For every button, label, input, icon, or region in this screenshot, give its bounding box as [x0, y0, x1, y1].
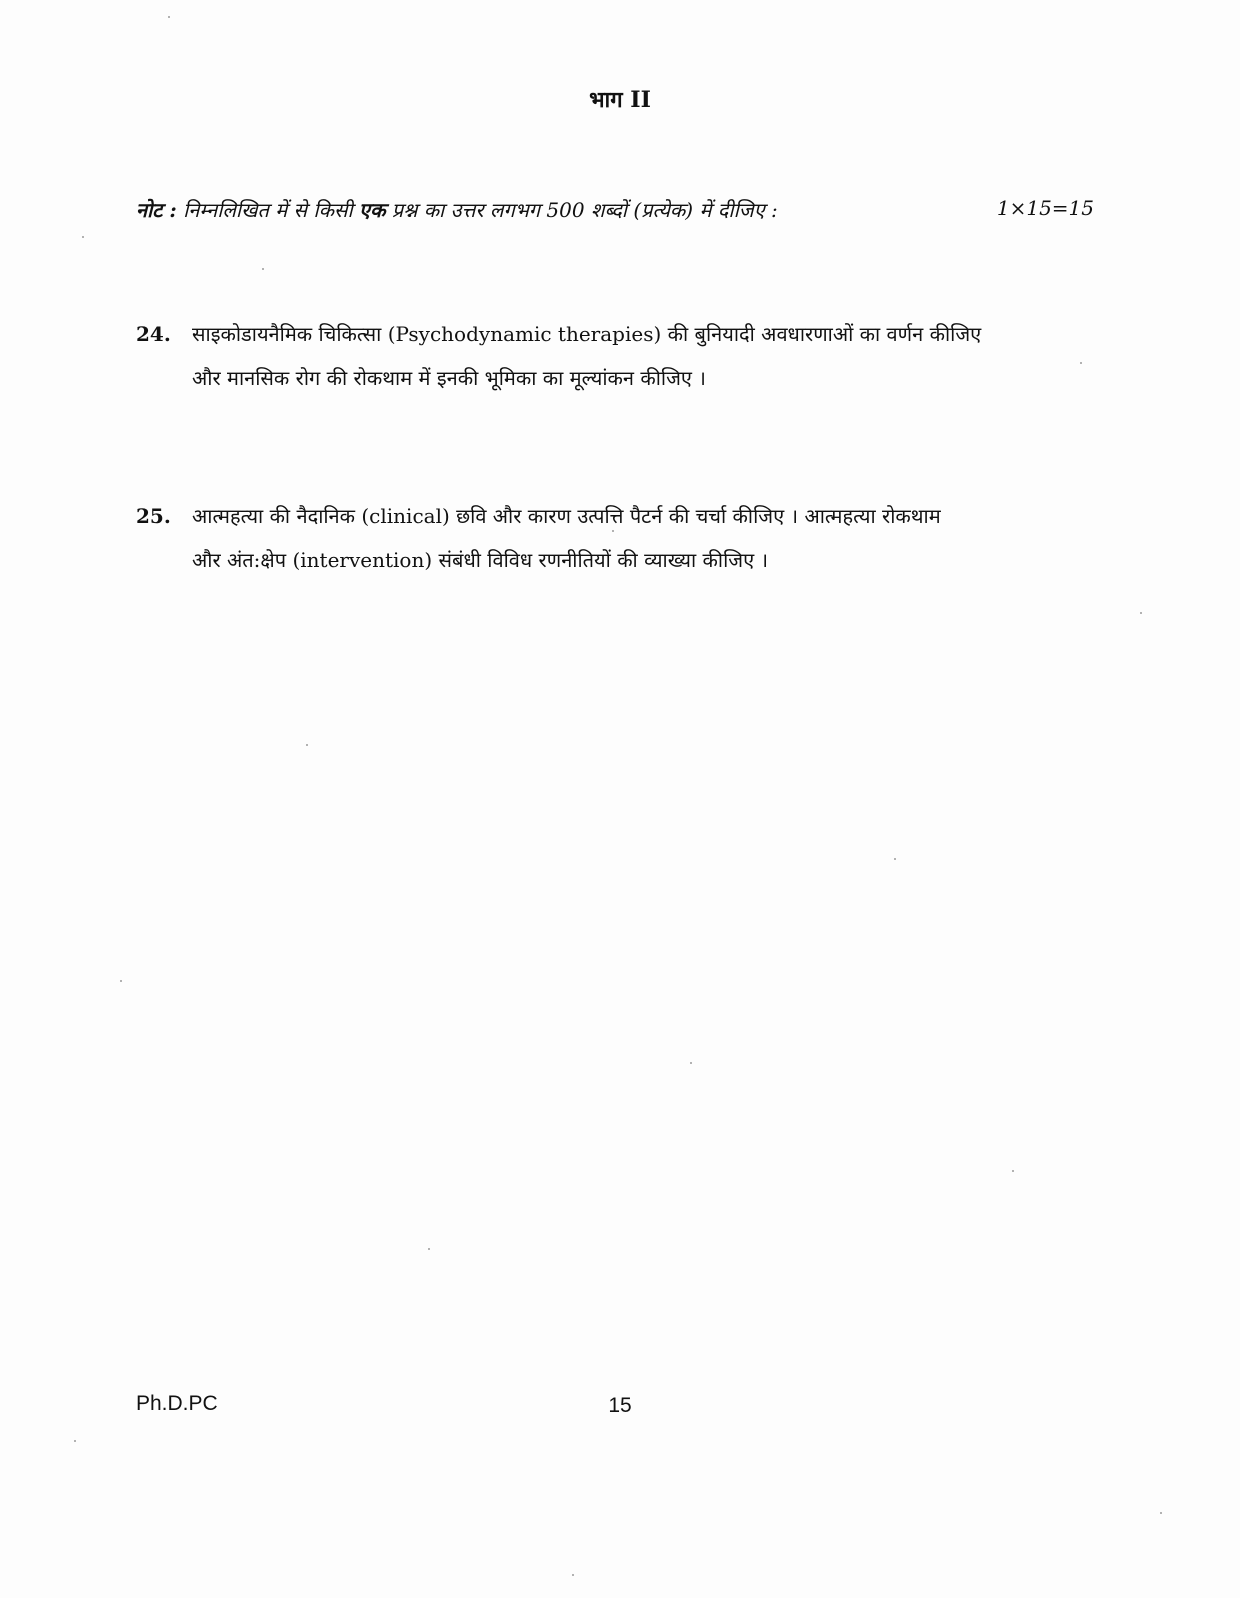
scan-speckle — [612, 530, 614, 532]
scan-speckle — [894, 858, 896, 860]
scan-speckle — [82, 236, 84, 238]
note-emphasis: एक — [359, 198, 386, 222]
scan-speckle — [690, 1062, 692, 1064]
scan-speckle — [1012, 1170, 1014, 1172]
paper-code: Ph.D.PC — [136, 1392, 218, 1415]
question-text — [192, 312, 1092, 400]
section-title: भाग II — [589, 87, 651, 113]
question-line: आत्महत्या की नैदानिक (clinical) छवि और कारण उत्पत्ति पैटर्न की चर्चा कीजिए । आत्महत्या रोकथाम — [192, 504, 941, 528]
question-number: 25. — [136, 504, 171, 528]
note-text-before: निम्नलिखित में से किसी — [176, 198, 360, 222]
marks-allocation: 1×15=15 — [996, 196, 1094, 220]
scan-speckle — [74, 1440, 76, 1442]
page-number: 15 — [608, 1394, 632, 1417]
scan-speckle — [168, 16, 170, 18]
scan-speckle — [306, 744, 308, 746]
question-line: और मानसिक रोग की रोकथाम में इनकी भूमिका का मूल्यांकन कीजिए । — [192, 366, 706, 390]
instruction-note — [136, 196, 1094, 230]
scan-speckle — [1160, 1512, 1162, 1514]
scan-speckle — [572, 1574, 574, 1576]
scan-speckle — [120, 980, 122, 982]
scan-speckle — [428, 1248, 430, 1250]
scan-speckle — [262, 268, 264, 270]
note-label: नोट : — [136, 198, 177, 222]
question-line: और अंत:क्षेप (intervention) संबंधी विविध रणनीतियों की व्याख्या कीजिए । — [192, 548, 769, 572]
note-text-after: प्रश्न का उत्तर लगभग 500 शब्दों (प्रत्येक) में दीजिए : — [385, 198, 778, 222]
scan-speckle — [1140, 612, 1142, 614]
scan-speckle — [1080, 362, 1082, 364]
question-number: 24. — [136, 322, 171, 346]
question-text — [192, 494, 1092, 582]
question-line: साइकोडायनैमिक चिकित्सा (Psychodynamic therapies) की बुनियादी अवधारणाओं का वर्णन कीजिए — [192, 322, 982, 346]
